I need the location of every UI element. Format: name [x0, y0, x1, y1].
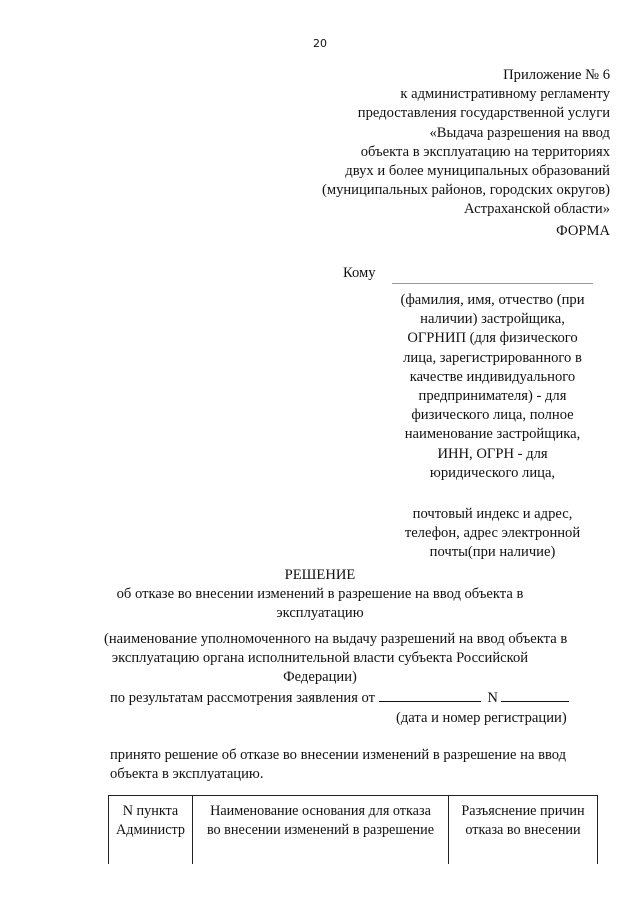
annex-line: к административному регламенту — [400, 86, 610, 103]
annex-line: двух и более муниципальных образований — [345, 163, 610, 180]
annex-line: Астраханской области» — [463, 201, 610, 218]
annex-line: Приложение № 6 — [503, 67, 610, 83]
application-date-blank — [379, 701, 481, 702]
annex-header — [210, 66, 610, 220]
header-text: Администр — [116, 822, 185, 838]
results-prefix: по результатам рассмотрения заявления от — [110, 690, 376, 706]
table-header-row — [109, 796, 598, 865]
annex-line: объекта в эксплуатацию на территориях — [360, 143, 610, 160]
refusal-reasons-table — [108, 795, 598, 864]
header-text: во внесении изменений в разрешение — [206, 822, 435, 838]
form-label: ФОРМА — [556, 223, 610, 239]
header-text: Разъяснение причин — [461, 803, 585, 819]
recipient-line: наличии) застройщика, — [420, 311, 565, 328]
recipient-line: юридического лица, — [429, 464, 556, 481]
recipient-line: предпринимателя) - для — [418, 388, 567, 405]
statement-line: объекта в эксплуатацию. — [110, 766, 264, 782]
annex-line: (муниципальных районов, городских округов) — [321, 182, 610, 199]
postal-line: почтовый индекс и адрес, — [412, 506, 573, 522]
header-text: Наименование основания для отказа — [210, 803, 431, 819]
header-cell-explanation — [449, 796, 598, 865]
recipient-description — [389, 291, 596, 483]
header-cell-refusal-basis — [193, 796, 449, 865]
authority-name-note — [104, 630, 568, 687]
recipient-line: лица, зарегистрированного в — [403, 349, 582, 366]
komu-label: Кому — [343, 265, 376, 281]
statement-line: принято решение об отказе во внесении изменений в разрешение на ввод — [110, 747, 567, 763]
page-number: 20 — [313, 37, 327, 50]
postal-line: почты(при наличие) — [429, 544, 556, 561]
registration-number-blank — [501, 701, 569, 702]
registration-note: (дата и номер регистрации) — [396, 710, 567, 726]
recipient-postal — [389, 505, 596, 563]
postal-line: телефон, адрес электронной — [404, 525, 581, 542]
header-text: отказа во внесении — [465, 822, 581, 838]
header-text: N пункта — [122, 803, 179, 819]
authority-line: эксплуатацию органа исполнительной власти субъекта Российской — [111, 650, 529, 666]
recipient-blank-line — [392, 283, 593, 284]
recipient-line: физического лица, полное — [411, 407, 574, 424]
recipient-line: качестве индивидуального — [409, 368, 576, 385]
recipient-line: наименование застройщика, — [404, 426, 581, 443]
annex-line: предоставления государственной услуги — [357, 105, 610, 122]
decision-statement — [110, 746, 570, 784]
recipient-line: (фамилия, имя, отчество (при — [400, 292, 585, 308]
number-label: N — [487, 690, 498, 706]
header-cell-item-number — [109, 796, 193, 865]
recipient-line: ИНН, ОГРН - для — [437, 445, 548, 462]
authority-line: Федерации) — [283, 669, 357, 685]
application-reference — [110, 690, 569, 707]
decision-subtitle: об отказе во внесении изменений в разрешение на ввод объекта в эксплуатацию — [116, 586, 524, 621]
annex-line: «Выдача разрешения на ввод — [429, 124, 610, 141]
decision-title: РЕШЕНИЕ — [284, 567, 356, 583]
authority-line: (наименование уполномоченного на выдачу разрешений на ввод объекта в — [104, 631, 568, 647]
recipient-line: ОГРНИП (для физического — [407, 330, 578, 347]
